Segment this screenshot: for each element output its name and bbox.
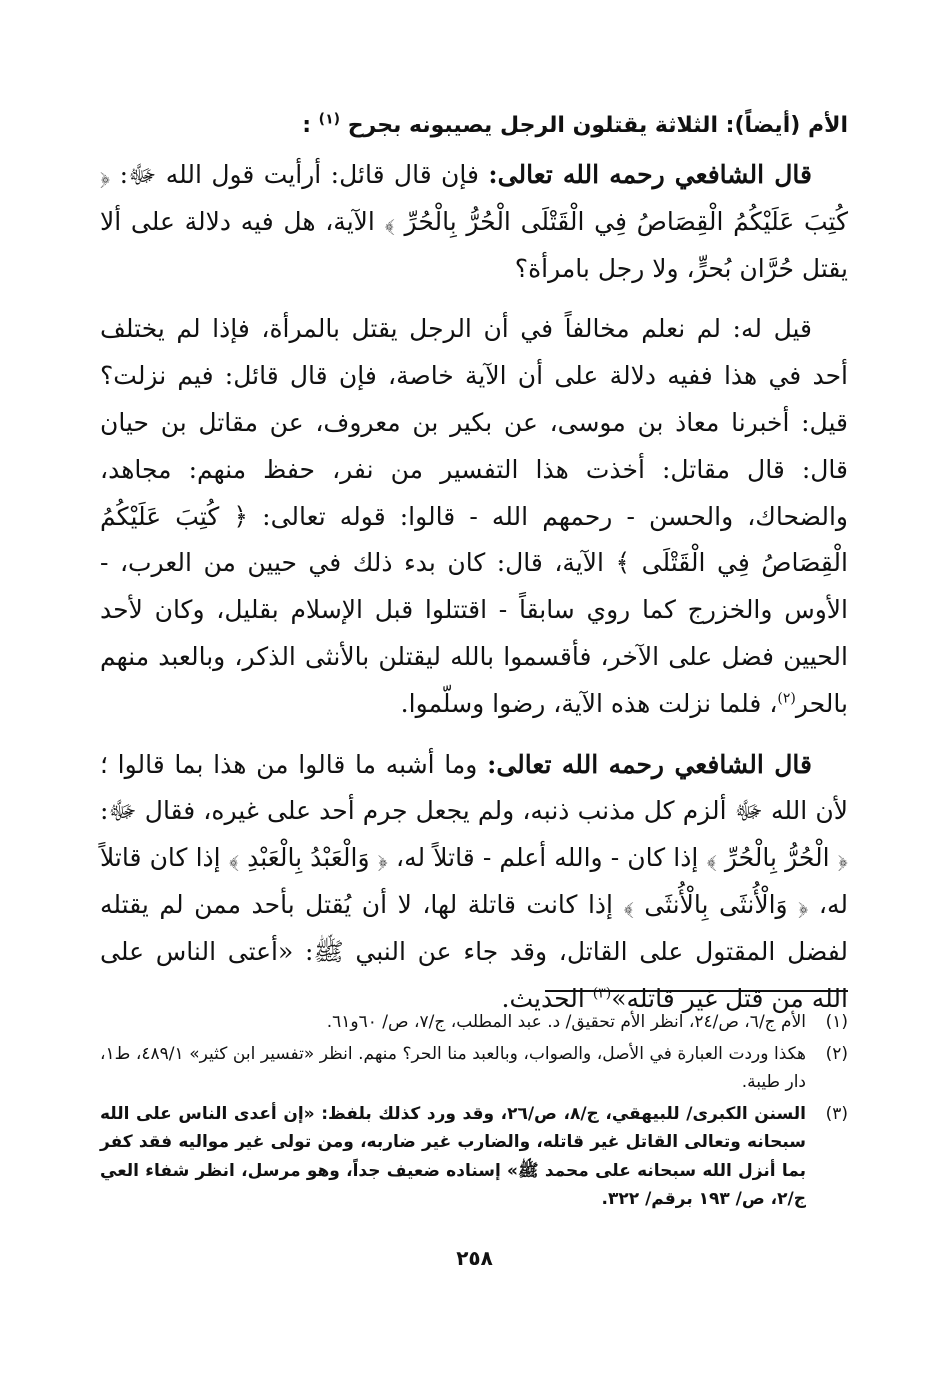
footnotes [100,1008,848,1217]
footnote-1 [100,1008,848,1037]
speaker-lead: قال الشافعي رحمه الله تعالى: [488,160,813,189]
footnote-ref-2: (٢) [777,690,796,707]
heading-colon: : [302,113,311,138]
footnote-3 [100,1100,848,1214]
paragraph-1 [100,152,848,292]
heading-text: الأم (أيضاً): الثلاثة يقتلون الرجل يصيبونه بجرح [347,113,848,138]
footnote-ref-3: (٣) [592,985,612,1002]
footnote-number: (١) [825,1012,848,1032]
speaker-lead: قال الشافعي رحمه الله تعالى: [487,749,812,779]
paragraph-tail: الحديث. [501,983,593,1013]
footnote-2 [100,1040,848,1097]
paragraph-3 [100,742,848,1023]
footnote-text: السنن الكبرى/ للبيهقي، ج/٨، ص/٢٦، وقد ورد كذلك بلفظ: «إن أعدى الناس على الله سبحانه وتعالى القاتل غير قاتله، والضارب غير ضاربه، ومن تولى غير مواليه فقد كفر بما أنزل الله سبحانه على محمد ﷺ» إسناده ضعيف جداً، وهو مرسل، انظر شفاء العي ج/٢، ص/ ١٩٣ برقم/ ٣٢٢. [100,1103,806,1209]
page-number: ٢٥٨ [456,1246,493,1270]
paragraph-2 [100,306,848,727]
main-text [100,108,848,1036]
footnote-text: هكذا وردت العبارة في الأصل، والصواب، وبالعبد منا الحر؟ منهم. انظر «تفسير ابن كثير» ٤٨٩/١، ط١، دار طيبة. [100,1043,806,1092]
paragraph-text: وما أشبه ما قالوا من هذا بما قالوا ؛ لأن الله ﷻ ألزم كل مذنب ذنبه، ولم يجعل جرم أحد على غيره، فقال ﷻ: ﴿ الْحُرُّ بِالْحُرِّ ﴾ إذا كان - والله أعلم - قاتلاً له، ﴿ وَالْعَبْدُ بِالْعَبْدِ ﴾ إذا كان قاتلاً له، ﴿ وَالْأُنثَى بِالْأُنثَى ﴾ إذا كانت قاتلة لها، لا أن يُقتل بأحد ممن لم يقتله لفضل المقتول على القاتل، وقد جاء عن النبي ﷺ: «أعتى الناس على الله من قتل غير قاتله» [100,749,848,1013]
footnote-number: (٣) [825,1103,848,1124]
footnote-separator [545,990,848,992]
footnote-ref-1: (١) [318,111,341,128]
footnote-text: الأم ج/٦، ص/٢٤، انظر الأم تحقيق/ د. عبد المطلب، ج/٧، ص/ ٦٠و٦١. [326,1012,806,1032]
paragraph-text: فإن قال قائل: أرأيت قول الله ﷻ: ﴿ كُتِبَ عَلَيْكُمُ الْقِصَاصُ فِي الْقَتْلَى الْحُرُّ بِالْحُرِّ ﴾ الآية، هل فيه دلالة على ألا يقتل حُرَّان بُحرٍّ، ولا رجل بامرأة؟ [100,160,848,283]
paragraph-text: قيل له: لم نعلم مخالفاً في أن الرجل يقتل بالمرأة، فإذا لم يختلف أحد في هذا ففيه دلالة على أن الآية خاصة، فإن قال قائل: فيم نزلت؟ قيل: أخبرنا معاذ بن موسى، عن بكير بن معروف، عن مقاتل بن حيان قال: قال مقاتل: أخذت هذا التفسير من نفر، حفظ منهم: مجاهد، والضحاك، والحسن - رحمهم الله - قالوا: قوله تعالى: ﴿ كُتِبَ عَلَيْكُمُ الْقِصَاصُ فِي الْقَتْلَى ﴾ الآية، قال: كان بدء ذلك في حيين من العرب، - الأوس والخزرج كما روي سابقاً - اقتتلوا قبل الإسلام بقليل، وكان لأحد الحيين فضل على الآخر، فأقسموا بالله ليقتلن بالأنثى الذكر، وبالعبد منهم بالحر [100,314,848,718]
footnote-number: (٢) [825,1043,848,1064]
section-heading [100,108,848,144]
paragraph-tail: ، فلما نزلت هذه الآية، رضوا وسلّموا. [400,688,778,718]
